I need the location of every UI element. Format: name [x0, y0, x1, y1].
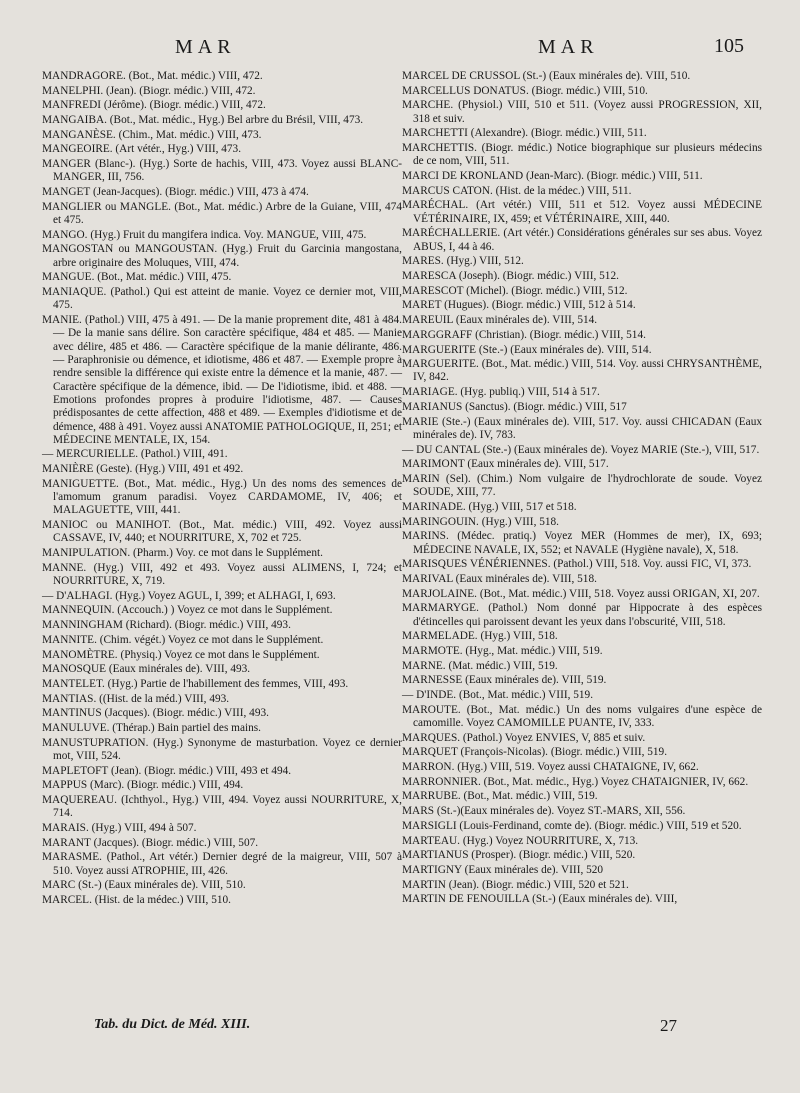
running-head-left: MAR — [175, 36, 236, 58]
index-entry: MARJOLAINE. (Bot., Mat. médic.) VIII, 518. Voyez aussi ORIGAN, XI, 207. — [402, 587, 760, 600]
index-entry: MANIGUETTE. (Bot., Mat. médic., Hyg.) Un des noms des semences de l'amomum granum paradisi. Voyez CARDAMOME, IV, 406; et MALAGUETTE, VIII, 441. — [42, 477, 402, 517]
index-entry: MANIOC ou MANIHOT. (Bot., Mat. médic.) VIII, 492. Voyez aussi CASSAVE, IV, 440; et NOURRITURE, X, 702 et 725. — [42, 519, 402, 545]
index-entry: MANIAQUE. (Pathol.) Qui est atteint de manie. Voyez ce dernier mot, VIII, 475. — [42, 286, 402, 312]
index-entry: MANGAIBA. (Bot., Mat. médic., Hyg.) Bel arbre du Brésil, VIII, 473. — [42, 114, 364, 127]
index-entry: MARANT (Jacques). (Biogr. médic.) VIII, 507. — [42, 836, 259, 849]
index-entry: MARMOTE. (Hyg., Mat. médic.) VIII, 519. — [402, 644, 603, 657]
index-entry: MARS (St.-)(Eaux minérales de). Voyez ST.-MARS, XII, 556. — [402, 805, 686, 818]
index-entry: MANFREDI (Jérôme). (Biogr. médic.) VIII, 472. — [42, 99, 266, 112]
index-entry: MARIN (Sel). (Chim.) Nom vulgaire de l'hydrochlorate de soude. Voyez SOUDE, XIII, 77. — [402, 472, 762, 499]
index-entry: MAREUIL (Eaux minérales de). VIII, 514. — [402, 314, 598, 327]
index-entry: MARCEL DE CRUSSOL (St.-) (Eaux minérales de). VIII, 510. — [402, 70, 691, 82]
index-entry: MARMARYGE. (Pathol.) Nom donné par Hippocrate à des espèces d'étincelles qui paroissent devant les yeux dans l'obscurité, VIII, 518. — [402, 602, 762, 628]
index-entry: MANGO. (Hyg.) Fruit du mangifera indica. Voy. MANGUE, VIII, 475. — [42, 228, 367, 241]
index-entry: MARTIGNY (Eaux minérales de). VIII, 520 — [402, 863, 604, 876]
index-entry: MANIPULATION. (Pharm.) Voy. ce mot dans le Supplément. — [42, 547, 323, 560]
index-entry: MARQUES. (Pathol.) Voyez ENVIES, V, 885 et suiv. — [402, 731, 646, 744]
index-entry: MAROUTE. (Bot., Mat. médic.) Un des noms vulgaires d'une espèce de camomille. Voyez CAMOMILLE PUANTE, IV, 333. — [402, 703, 762, 730]
index-entry: MARÉCHALLERIE. (Art vétér.) Considérations générales sur ses abus. Voyez ABUS, I, 44 à 46. — [402, 227, 762, 253]
signature-mark: 27 — [660, 1016, 677, 1035]
index-entry: MANOMÈTRE. (Physiq.) Voyez ce mot dans le Supplément. — [42, 648, 320, 661]
index-entry: MAPPUS (Marc). (Biogr. médic.) VIII, 494. — [42, 779, 244, 792]
index-entry: MANTIAS. ((Hist. de la méd.) VIII, 493. — [42, 692, 230, 705]
index-entry: MARASME. (Pathol., Art vétér.) Dernier degré de la maigreur, VIII, 507 à 510. Voyez aussi ATROPHIE, III, 426. — [42, 851, 402, 877]
index-entry: MANGUE. (Bot., Mat. médic.) VIII, 475. — [42, 271, 232, 284]
index-entry: MANNE. (Hyg.) VIII, 492 et 493. Voyez aussi ALIMENS, I, 724; et NOURRITURE, X, 719. — [42, 561, 402, 588]
index-entry: MARIMONT (Eaux minérales de). VIII, 517. — [402, 458, 609, 471]
index-entry: MARCI DE KRONLAND (Jean-Marc). (Biogr. médic.) VIII, 511. — [402, 170, 703, 183]
index-entry: MARRUBE. (Bot., Mat. médic.) VIII, 519. — [402, 790, 598, 803]
index-entry: MARESCOT (Michel). (Biogr. médic.) VIII, 512. — [402, 284, 628, 297]
index-entry: MARRON. (Hyg.) VIII, 519. Voyez aussi CHATAIGNE, IV, 662. — [402, 761, 699, 774]
index-entry: MARTIN DE FENOUILLA (St.-) (Eaux minérales de). VIII, — [402, 893, 678, 906]
index-entry: MARAIS. (Hyg.) VIII, 494 à 507. — [42, 822, 197, 835]
index-entry: MANOSQUE (Eaux minérales de). VIII, 493. — [42, 663, 251, 676]
index-entry: — MERCURIELLE. (Pathol.) VIII, 491. — [42, 448, 228, 461]
index-entry: MARINS. (Médec. pratiq.) Voyez MER (Hommes de mer), IX, 693; MÉDECINE NAVALE, IX, 552; et NAVALE (Hygiène navale), X, 518. — [402, 530, 762, 556]
index-entry: MARISQUES VÉNÉRIENNES. (Pathol.) VIII, 518. Voy. aussi FIC, VI, 373. — [402, 558, 752, 571]
index-entry: MARCHE. (Physiol.) VIII, 510 et 511. (Voyez aussi PROGRESSION, XII, 318 et suiv. — [402, 99, 762, 125]
index-entry: MANUSTUPRATION. (Hyg.) Synonyme de masturbation. Voyez ce dernier mot, VIII, 524. — [42, 736, 402, 762]
index-entry: MANELPHI. (Jean). (Biogr. médic.) VIII, 472. — [42, 84, 256, 97]
index-entry: MARIE (Ste.-) (Eaux minérales de). VIII, 517. Voy. aussi CHICADAN (Eaux minérales de). IV, 783. — [402, 415, 762, 441]
index-entry: MARÉCHAL. (Art vétér.) VIII, 511 et 512. Voyez aussi MÉDECINE VÉTÉRINAIRE, IX, 459; et VÉTÉRINAIRE, XIII, 440. — [402, 199, 762, 225]
index-entry: MANDRAGORE. (Bot., Mat. médic.) VIII, 472. — [42, 70, 263, 82]
index-entry: MARGUERITE (Ste.-) (Eaux minérales de). VIII, 514. — [402, 343, 652, 356]
index-entry: MANTINUS (Jacques). (Biogr. médic.) VIII, 493. — [42, 707, 269, 720]
index-entry: MARESCA (Joseph). (Biogr. médic.) VIII, 512. — [402, 270, 619, 283]
index-entry: MANNEQUIN. (Accouch.) ) Voyez ce mot dans le Supplément. — [42, 604, 333, 617]
index-entry: MARTIANUS (Prosper). (Biogr. médic.) VIII, 520. — [402, 849, 636, 862]
index-entry: MARNESSE (Eaux minérales de). VIII, 519. — [402, 674, 607, 687]
index-entry: MARIANUS (Sanctus). (Biogr. médic.) VIII, 517 — [402, 400, 627, 413]
index-entry: MARCEL. (Hist. de la médec.) VIII, 510. — [42, 894, 231, 907]
index-entry: MANNITE. (Chim. végét.) Voyez ce mot dans le Supplément. — [42, 633, 324, 646]
index-entry: — D'INDE. (Bot., Mat. médic.) VIII, 519. — [402, 689, 594, 702]
index-entry: MARET (Hugues). (Biogr. médic.) VIII, 512 à 514. — [402, 299, 636, 312]
index-entry: — DU CANTAL (Ste.-) (Eaux minérales de). Voyez MARIE (Ste.-), VIII, 517. — [402, 443, 760, 456]
running-head-right: MAR — [538, 36, 599, 58]
index-entry: MANGEOIRE. (Art vétér., Hyg.) VIII, 473. — [42, 143, 242, 156]
footer-title: Tab. du Dict. de Méd. XIII. — [94, 1017, 251, 1032]
index-entry: MARGUERITE. (Bot., Mat. médic.) VIII, 514. Voy. aussi CHRYSANTHÈME, IV, 842. — [402, 358, 762, 384]
index-entry: MAQUEREAU. (Ichthyol., Hyg.) VIII, 494. Voyez aussi NOURRITURE, X, 714. — [42, 794, 402, 820]
index-entry: MARCUS CATON. (Hist. de la médec.) VIII, 511. — [402, 184, 632, 197]
index-entry: MARRONNIER. (Bot., Mat. médic., Hyg.) Voyez CHATAIGNIER, IV, 662. — [402, 775, 749, 788]
index-entry: MANIÈRE (Geste). (Hyg.) VIII, 491 et 492. — [42, 463, 244, 476]
index-entry: MARQUET (François-Nicolas). (Biogr. médic.) VIII, 519. — [402, 746, 668, 759]
page-number: 105 — [714, 35, 744, 57]
index-entry: MANGET (Jean-Jacques). (Biogr. médic.) VIII, 473 à 474. — [42, 186, 309, 199]
right-column — [402, 70, 762, 908]
index-entry: MANGANÈSE. (Chim., Mat. médic.) VIII, 473. — [42, 128, 262, 141]
index-entry: — D'ALHAGI. (Hyg.) Voyez AGUL, I, 399; et ALHAGI, I, 693. — [42, 589, 336, 602]
index-entry: MARSIGLI (Louis-Ferdinand, comte de). (Biogr. médic.) VIII, 519 et 520. — [402, 819, 742, 832]
index-entry: MARTIN (Jean). (Biogr. médic.) VIII, 520 et 521. — [402, 878, 629, 891]
index-entry: MARINADE. (Hyg.) VIII, 517 et 518. — [402, 500, 577, 513]
index-entry: MANGLIER ou MANGLE. (Bot., Mat. médic.) Arbre de la Guiane, VIII, 474 et 475. — [42, 200, 402, 227]
index-entry: MARMELADE. (Hyg.) VIII, 518. — [402, 630, 558, 643]
index-entry: MARCHETTI (Alexandre). (Biogr. médic.) VIII, 511. — [402, 127, 647, 140]
index-entry: MANGOSTAN ou MANGOUSTAN. (Hyg.) Fruit du Garcinia mangostana, arbre originaire des Moluques, VIII, 474. — [42, 243, 402, 269]
index-entry: MANTELET. (Hyg.) Partie de l'habillement des femmes, VIII, 493. — [42, 677, 349, 690]
index-entry: MARGGRAFF (Christian). (Biogr. médic.) VIII, 514. — [402, 328, 646, 341]
index-entry: MANNINGHAM (Richard). (Biogr. médic.) VIII, 493. — [42, 619, 291, 632]
index-entry: MARTEAU. (Hyg.) Voyez NOURRITURE, X, 713. — [402, 834, 639, 847]
index-entry: MANULUVE. (Thérap.) Bain partiel des mains. — [42, 721, 261, 734]
index-entry: MARIVAL (Eaux minérales de). VIII, 518. — [402, 572, 597, 585]
index-entry: MANIE. (Pathol.) VIII, 475 à 491. — De la manie proprement dite, 481 à 484. — De la manie sans délire. Son caractère spécifique, 484 et 485. — Manie avec délire, 485 et 486. — Caractère spécifique de la manie délirante, 486. — Paraphronisie ou démence, et idiotisme, 486 et 487. — Exemple propre à rendre sensible la différence qui existe entre la démence et la manie, 487. — Caractère spécifique de la démence, ibid. — De l'idiotisme, ibid. et 488. — Emotions profondes propres à produire l'idiotisme, 487. — Causes prédisposantes de cette affection, 488 et 489. — Exemples d'idiotisme et de démence, 488 à 491. Voyez aussi ANATOMIE PATHOLOGIQUE, II, 251; et MÉDECINE MENTALE, IX, 154. — [42, 314, 402, 446]
index-entry: MARIAGE. (Hyg. publiq.) VIII, 514 à 517. — [402, 386, 600, 399]
index-entry: MANGER (Blanc-). (Hyg.) Sorte de hachis, VIII, 473. Voyez aussi BLANC-MANGER, III, 756. — [42, 158, 402, 184]
index-entry: MARCHETTIS. (Biogr. médic.) Notice biographique sur plusieurs médecins de ce nom, VIII, 511. — [402, 142, 762, 168]
left-column — [42, 70, 402, 909]
index-entry: MARINGOUIN. (Hyg.) VIII, 518. — [402, 515, 559, 528]
index-entry: MARNE. (Mat. médic.) VIII, 519. — [402, 659, 558, 672]
index-entry: MARCELLUS DONATUS. (Biogr. médic.) VIII, 510. — [402, 84, 648, 97]
index-entry: MARC (St.-) (Eaux minérales de). VIII, 510. — [42, 879, 246, 892]
index-entry: MAPLETOFT (Jean). (Biogr. médic.) VIII, 493 et 494. — [42, 764, 292, 777]
index-entry: MARES. (Hyg.) VIII, 512. — [402, 255, 524, 268]
